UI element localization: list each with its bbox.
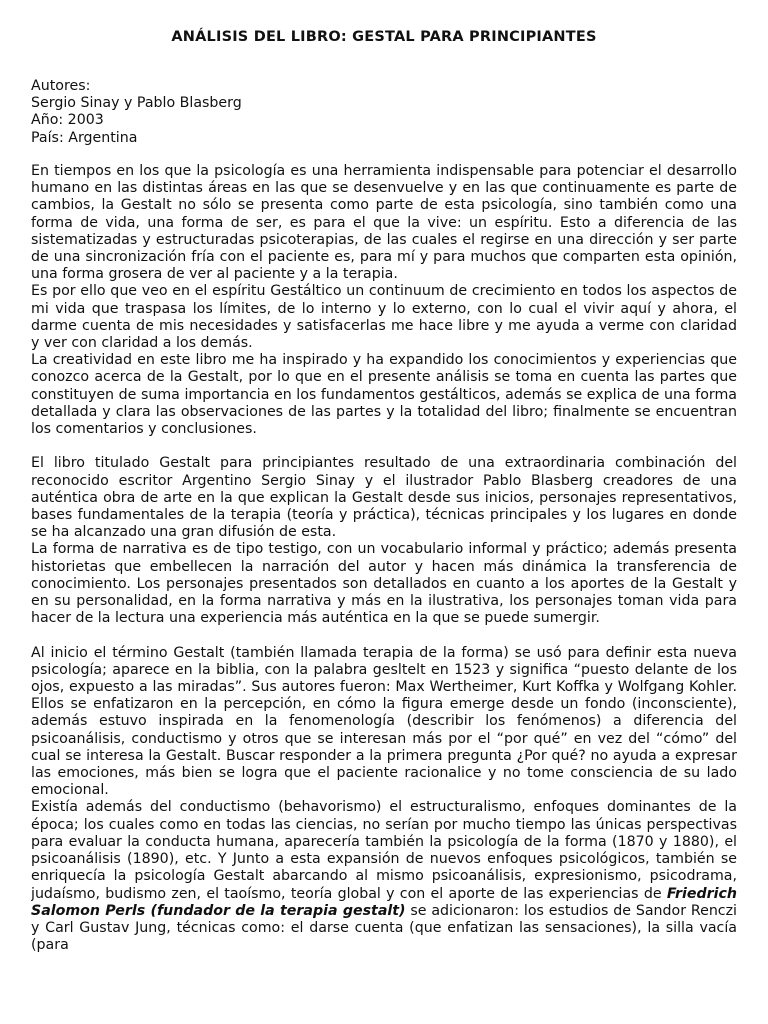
publication-year: Año: 2003 [31, 112, 104, 129]
paragraph-gap [31, 438, 737, 455]
paragraph-spirit: Es por ello que veo en el espíritu Gestáltico un continuum de crecimiento en todos los aspectos de mi vida que traspasa los límites, de lo interno y lo externo, con lo cual el vivir aquí y ahora, el darme cuenta de mis necesidades y satisfacerlas me hace libre y me ayuda a verme con claridad y ver con claridad a los demás. [31, 283, 737, 352]
book-metadata [31, 78, 737, 147]
perls-text-before: Existía además del conductismo (behavorismo) el estructuralismo, enfoques dominantes de la época; los cuales como en todas las ciencias, no serían por mucho tiempo las únicas perspectivas para evaluar la conducta humana, aparecería también la psicología de la forma (1870 y 1880), el psicoanálisis (1890), etc. Y Junto a esta expansión de nuevos enfoques psicológicos, también se enriquecía la psicología Gestalt abarcando al mismo psicoanálisis, expresionismo, psicodrama, judaísmo, budismo zen, el taoísmo, teoría global y con el aporte de las experiencias de [31, 799, 737, 902]
paragraph-book-description: El libro titulado Gestalt para principiantes resultado de una extraordinaria combinación del reconocido escritor Argentino Sergio Sinay y el ilustrador Pablo Blasberg creadores de una auténtica obra de arte en la que explican la Gestalt desde sus inicios, personajes representativos, bases fundamentales de la terapia (teoría y práctica), técnicas principales y los lugares en donde se ha alcanzado una gran difusión de esta. [31, 455, 737, 541]
paragraph-perls [31, 799, 737, 954]
paragraph-gap [31, 627, 737, 644]
document-title: ANÁLISIS DEL LIBRO: GESTAL PARA PRINCIPIANTES [171, 29, 597, 45]
perls-text-after: se adicionaron: los estudios de Sandor Renczi y Carl Gustav Jung, técnicas como: el darse cuenta (que enfatizan las sensaciones), la silla vacía (para [31, 902, 737, 954]
paragraph-history: Al inicio el término Gestalt (también llamada terapia de la forma) se usó para definir esta nueva psicología; aparece en la biblia, con la palabra gesltelt en 1523 y significa “puesto delante de los ojos, expuesto a las miradas”. Sus autores fueron: Max Wertheimer, Kurt Koffka y Wolfgang Kohler. Ellos se enfatizaron en la percepción, en cómo la figura emerge desde un fondo (inconsciente), además estuvo inspirada en la fenomenología (describir los fenómenos) a diferencia del psicoanálisis, conductismo y otros que se interesan más por el “por qué” en vez del “cómo” del cual se interesa la Gestalt. Buscar responder a la primera pregunta ¿Por qué? no ayuda a expresar las emociones, más bien se logra que el paciente racionalice y no tome consciencia de su lado emocional. [31, 644, 737, 799]
paragraph-creativity: La creatividad en este libro me ha inspirado y ha expandido los conocimientos y experiencias que conozco acerca de la Gestalt, por lo que en el presente análisis se toma en cuenta las partes que constituyen de suma importancia en los fundamentos gestálticos, además se explica de una forma detallada y clara las observaciones de las partes y la totalidad del libro; finalmente se encuentran los comentarios y conclusiones. [31, 352, 737, 438]
document-page [31, 0, 737, 1024]
authors-label: Autores: [31, 78, 91, 94]
authors-names: Sergio Sinay y Pablo Blasberg [31, 95, 242, 112]
publication-country: País: Argentina [31, 129, 138, 146]
perls-emphasis: Friedrich Salomon Perls (fundador de la terapia gestalt) [31, 885, 737, 919]
paragraph-narrative: La forma de narrativa es de tipo testigo, con un vocabulario informal y práctico; además presenta historietas que embellecen la narración del autor y hacen más dinámica la transferencia de conocimiento. Los personajes presentados son detallados en cuanto a los aportes de la Gestalt y en su personalidad, en la forma narrativa y más en la ilustrativa, los personajes toman vida para hacer de la lectura una experiencia más auténtica en la que se puede sumergir. [31, 541, 737, 627]
paragraph-intro: En tiempos en los que la psicología es una herramienta indispensable para potenciar el desarrollo humano en las distintas áreas en las que se desenvuelve y en las que continuamente es parte de cambios, la Gestalt no sólo se presenta como parte de esta psicología, sino también como una forma de vida, una forma de ser, es para el que la vive: un espíritu. Esto a diferencia de las sistematizadas y estructuradas psicoterapias, de las cuales el regirse en una dirección y ser parte de una sincronización fría con el paciente es, para mí y para muchos que comparten esta opinión, una forma grosera de ver al paciente y a la terapia. [31, 163, 737, 283]
document-body [31, 163, 737, 954]
